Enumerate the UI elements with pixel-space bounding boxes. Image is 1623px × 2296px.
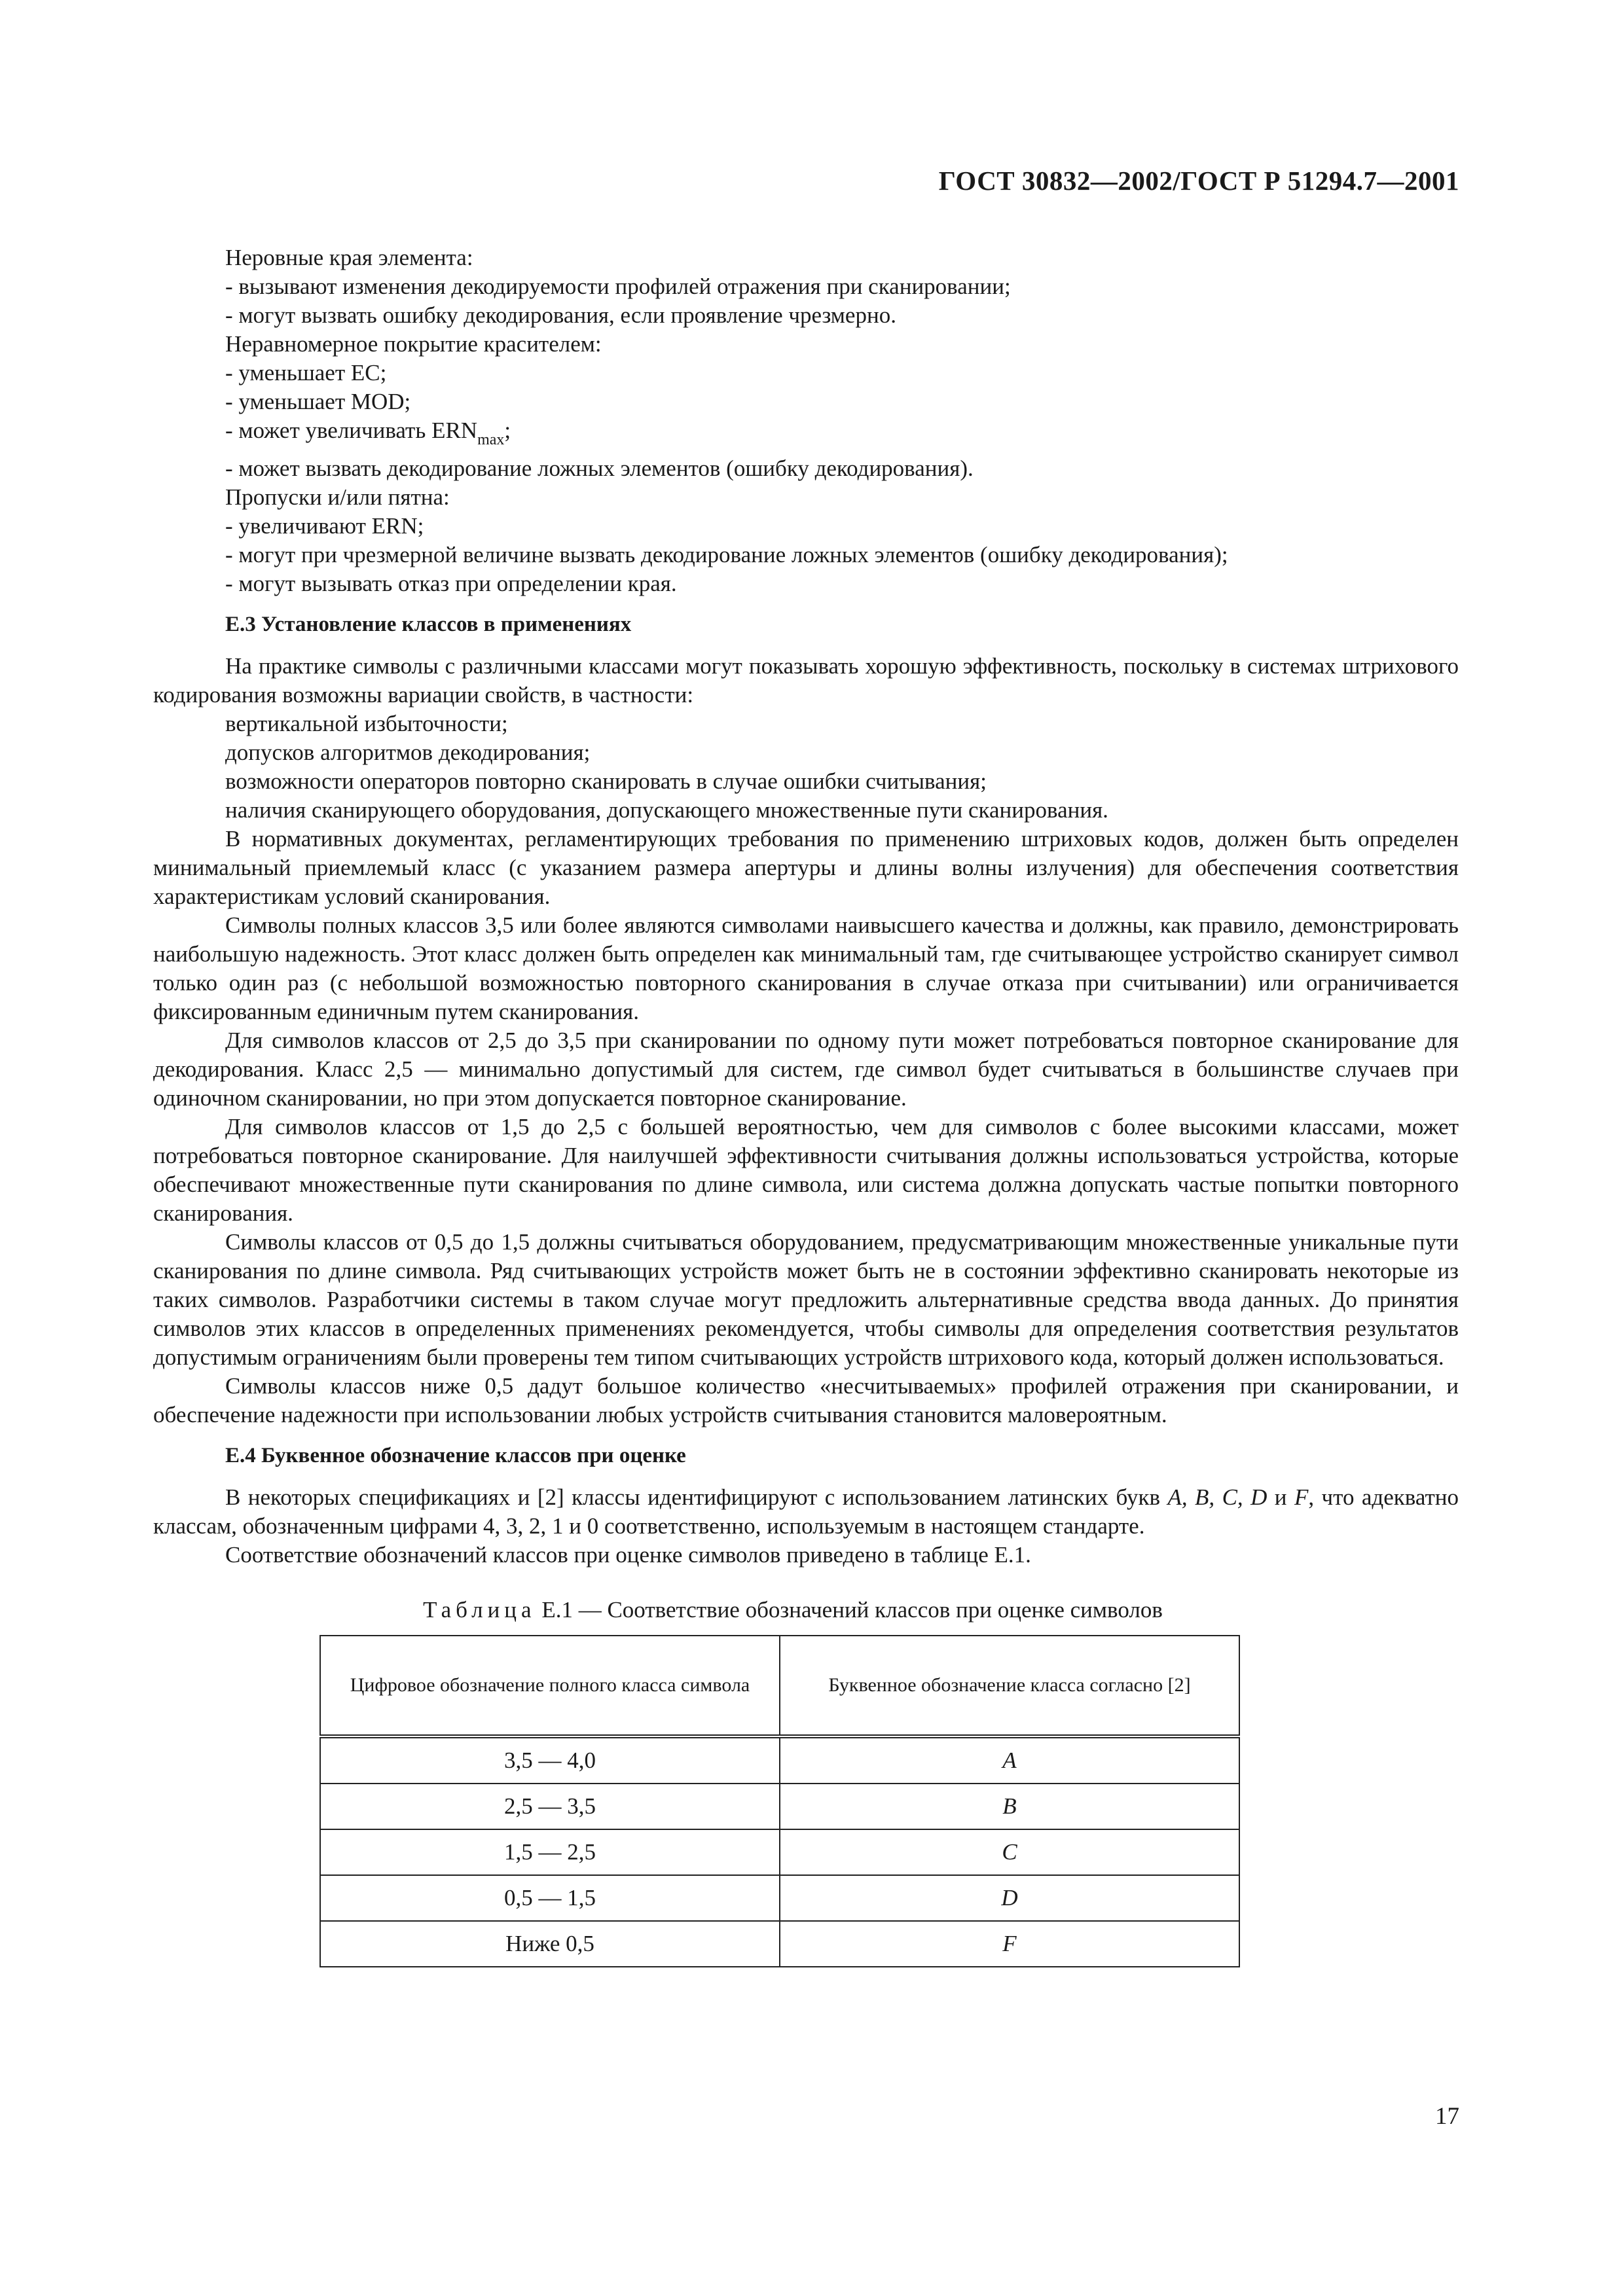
text-line: Неровные края элемента: [225,245,473,270]
cell-numeric: 3,5 — 4,0 [320,1736,780,1784]
section-heading-e3: Е.3 Установление классов в применениях [225,613,632,636]
paragraph: Символы полных классов 3,5 или более являются символами наивысшего качества и должны, как правило, демонстрировать наибольшую надежность. Этот класс должен быть определен как минимальный там, где считывающее устройство сканирует символ только один раз (с небольшой возможностью повторного сканирования в случае отказа при считывании) или ограничивается фиксированным единичным путем сканирования. [153,912,1459,1024]
cell-letter: A [780,1736,1239,1784]
column-header-letter: Буквенное обозначение класса согласно [2] [780,1636,1239,1736]
text-line: - могут вызвать ошибку декодирования, если проявление чрезмерно. [225,302,896,328]
text-line: - могут вызывать отказ при определении края. [225,571,677,596]
section-heading-e4: Е.4 Буквенное обозначение классов при оценке [225,1444,686,1467]
text-line: - уменьшает ЕС; [225,360,387,386]
table-row [320,1875,1239,1921]
text-line: - может вызвать декодирование ложных элементов (ошибку декодирования). [225,456,974,481]
text-span: и [1267,1484,1294,1510]
paragraph [153,1483,1459,1541]
paragraph: В нормативных документах, регламентирующих требования по применению штриховых кодов, должен быть определен минимальный приемлемый класс (с указанием размера апертуры и длины волны излучения) для обеспечения соответствия характеристикам условий сканирования. [153,826,1459,909]
letter-f-span: F [1294,1484,1309,1510]
paragraph: На практике символы с различными классами могут показывать хорошую эффективность, поскольку в системах штрихового кодирования возможны вариации свойств, в частности: [153,653,1459,708]
text-span: , что адекватно классам, обозначенным цифрами 4, 3, 2, 1 и 0 соответственно, используемым в настоящем стандарте. [153,1484,1459,1539]
table-caption-word: Таблица [423,1597,536,1623]
list-item: наличия сканирующего оборудования, допускающего множественные пути сканирования. [225,797,1108,823]
table-row [320,1784,1239,1829]
ern-suffix: ; [504,418,511,443]
text-line: - уменьшает MOD; [225,389,411,414]
text-span: В некоторых спецификациях и [2] классы идентифицируют с использованием латинских букв [225,1484,1168,1510]
text-line: - увеличивают ERN; [225,513,424,539]
ern-subscript: max [477,431,505,448]
grades-table [319,1635,1240,1967]
list-item: возможности операторов повторно сканировать в случае ошибки считывания; [225,768,987,794]
table-row [320,1921,1239,1967]
ern-prefix: - может увеличивать ERN [225,418,478,443]
page-number: 17 [1435,2103,1459,2130]
text-line: Пропуски и/или пятна: [225,484,450,510]
paragraph: Символы классов ниже 0,5 дадут большое количество «несчитываемых» профилей отражения при сканировании, и обеспечение надежности при использовании любых устройств считывания становится маловероятным. [153,1373,1459,1427]
cell-letter: B [780,1784,1239,1829]
table-row [320,1736,1239,1784]
paragraph: Для символов классов от 2,5 до 3,5 при сканировании по одному пути может потребоваться повторное сканирование для декодирования. Класс 2,5 — минимально допустимый для систем, где символ будет считываться в большинстве случаев при одиночном сканировании, но при этом допускается повторное сканирование. [153,1028,1459,1111]
table-caption-text: Е.1 — Соответствие обозначений классов при оценке символов [536,1597,1163,1623]
cell-letter: C [780,1829,1239,1875]
cell-numeric: 2,5 — 3,5 [320,1784,780,1829]
page-content [153,243,1459,1967]
cell-numeric: Ниже 0,5 [320,1921,780,1967]
list-item: допусков алгоритмов декодирования; [225,740,591,765]
paragraph: Соответствие обозначений классов при оценке символов приведено в таблице Е.1. [225,1542,1031,1568]
table-caption [153,1596,1459,1624]
document-header: ГОСТ 30832—2002/ГОСТ Р 51294.7—2001 [938,166,1459,196]
text-line: Неравномерное покрытие красителем: [225,331,602,357]
column-header-numeric: Цифровое обозначение полного класса символа [320,1636,780,1736]
table-header-row [320,1636,1239,1736]
cell-numeric: 0,5 — 1,5 [320,1875,780,1921]
cell-numeric: 1,5 — 2,5 [320,1829,780,1875]
table-row [320,1829,1239,1875]
paragraph: Символы классов от 0,5 до 1,5 должны считываться оборудованием, предусматривающим множественные уникальные пути сканирования по длине символа. Ряд считывающих устройств может быть не в состоянии эффективно сканировать некоторые из таких символов. Разработчики системы в таком случае могут предложить альтернативные средства ввода данных. До принятия символов этих классов в определенных применениях рекомендуется, чтобы символы для определения соответствия результатов допустимым ограничениям были проверены тем типом считывающих устройств штрихового кода, который должен использоваться. [153,1229,1459,1370]
text-line-ern-max [153,416,1459,454]
paragraph: Для символов классов от 1,5 до 2,5 с большей вероятностью, чем для символов с более высокими классами, может потребоваться повторное сканирование. Для наилучшей эффективности считывания должны использоваться устройства, которые обеспечивают множественные пути сканирования по длине символа, или система должна допускать частые попытки повторного сканирования. [153,1114,1459,1226]
cell-letter: D [780,1875,1239,1921]
text-line: - могут при чрезмерной величине вызвать декодирование ложных элементов (ошибку декодирования); [225,542,1228,567]
letters-span: A, B, C, D [1167,1484,1267,1510]
cell-letter: F [780,1921,1239,1967]
text-line: - вызывают изменения декодируемости профилей отражения при сканировании; [225,274,1011,299]
list-item: вертикальной избыточности; [225,711,508,736]
